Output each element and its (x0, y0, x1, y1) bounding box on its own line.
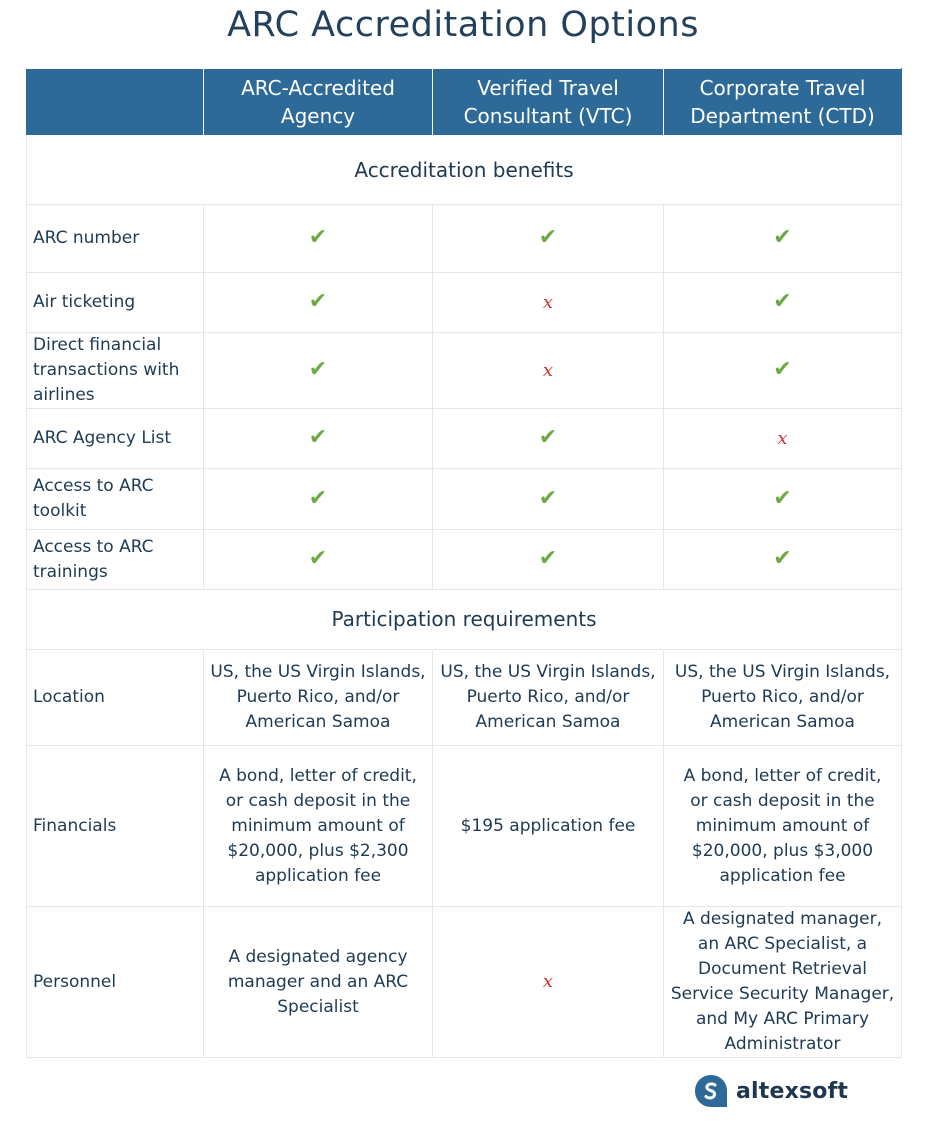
cell-status (433, 409, 664, 469)
cell-text: $195 application fee (433, 746, 664, 907)
cell-text: A bond, letter of credit, or cash deposit in the minimum amount of $20,000, plus $3,000 application fee (664, 746, 902, 907)
table-row (27, 907, 902, 1058)
cell-status (664, 205, 902, 273)
check-icon: ✔ (538, 546, 558, 571)
check-icon: ✔ (308, 546, 328, 571)
table-row (27, 273, 902, 333)
cell-text: US, the US Virgin Islands, Puerto Rico, and/or American Samoa (433, 650, 664, 746)
cell-status (204, 333, 433, 409)
cell-status (433, 469, 664, 530)
cross-icon: x (777, 427, 788, 449)
section-row-benefits (27, 136, 902, 205)
cell-status (204, 530, 433, 590)
check-icon: ✔ (773, 225, 792, 250)
section-title-requirements: Participation requirements (27, 590, 902, 650)
cell-status (433, 273, 664, 333)
cross-icon: x (542, 359, 554, 381)
cell-text (433, 907, 664, 1058)
table-header-row (27, 69, 902, 136)
check-icon: ✔ (308, 289, 328, 314)
row-label: Access to ARC toolkit (27, 469, 204, 530)
check-icon: ✔ (773, 546, 792, 571)
check-icon: ✔ (773, 357, 792, 382)
section-title-benefits: Accreditation benefits (27, 136, 902, 205)
check-icon: ✔ (773, 485, 792, 511)
logo-text: altexsoft (736, 1078, 849, 1104)
table-row (27, 333, 902, 409)
row-label: Air ticketing (27, 273, 204, 333)
cell-text: A designated manager, an ARC Specialist, a Document Retrieval Service Security Manager, and My ARC Primary Administrator (664, 907, 902, 1058)
cell-status (664, 469, 902, 530)
cell-text: A designated agency manager and an ARC Specialist (204, 907, 433, 1058)
cell-text: US, the US Virgin Islands, Puerto Rico, and/or American Samoa (204, 650, 433, 746)
row-label: Access to ARC trainings (27, 530, 204, 590)
cell-status (664, 530, 902, 590)
table-row (27, 205, 902, 273)
cell-status (433, 333, 664, 409)
cell-status (664, 333, 902, 409)
cell-status (204, 409, 433, 469)
row-label: ARC Agency List (27, 409, 204, 469)
row-label: Financials (27, 746, 204, 907)
cell-status (204, 273, 433, 333)
page-title: ARC Accreditation Options (227, 5, 699, 45)
table-row (27, 746, 902, 907)
column-header-ctd: Corporate Travel Department (CTD) (664, 69, 902, 136)
row-label: Personnel (27, 907, 204, 1058)
cell-status (433, 205, 664, 273)
check-icon: ✔ (308, 425, 328, 450)
check-icon: ✔ (773, 289, 792, 314)
check-icon: ✔ (538, 425, 558, 450)
cell-status (204, 205, 433, 273)
cell-text: A bond, letter of credit, or cash deposit in the minimum amount of $20,000, plus $2,300 application fee (204, 746, 433, 907)
cell-status (433, 530, 664, 590)
cross-icon: x (542, 971, 554, 992)
table-row (27, 469, 902, 530)
table-row (27, 530, 902, 590)
accreditation-table (26, 68, 902, 1058)
check-icon: ✔ (538, 225, 558, 250)
row-label: Location (27, 650, 204, 746)
column-header-vtc: Verified Travel Consultant (VTC) (433, 69, 664, 136)
check-icon: ✔ (538, 485, 558, 511)
check-icon: ✔ (308, 485, 328, 511)
table-row (27, 650, 902, 746)
row-label: Direct financial transactions with airlines (27, 333, 204, 409)
section-row-requirements (27, 590, 902, 650)
altexsoft-logo-icon (694, 1074, 728, 1108)
cell-status (664, 409, 902, 469)
table-row (27, 409, 902, 469)
row-label: ARC number (27, 205, 204, 273)
check-icon: ✔ (308, 357, 328, 382)
cross-icon: x (542, 291, 554, 313)
column-header-arc-accredited-agency: ARC-Accredited Agency (204, 69, 433, 136)
check-icon: ✔ (308, 225, 328, 250)
cell-text: US, the US Virgin Islands, Puerto Rico, and/or American Samoa (664, 650, 902, 746)
cell-status (664, 273, 902, 333)
header-empty-cell (27, 69, 204, 136)
altexsoft-logo (694, 1071, 848, 1111)
cell-status (204, 469, 433, 530)
